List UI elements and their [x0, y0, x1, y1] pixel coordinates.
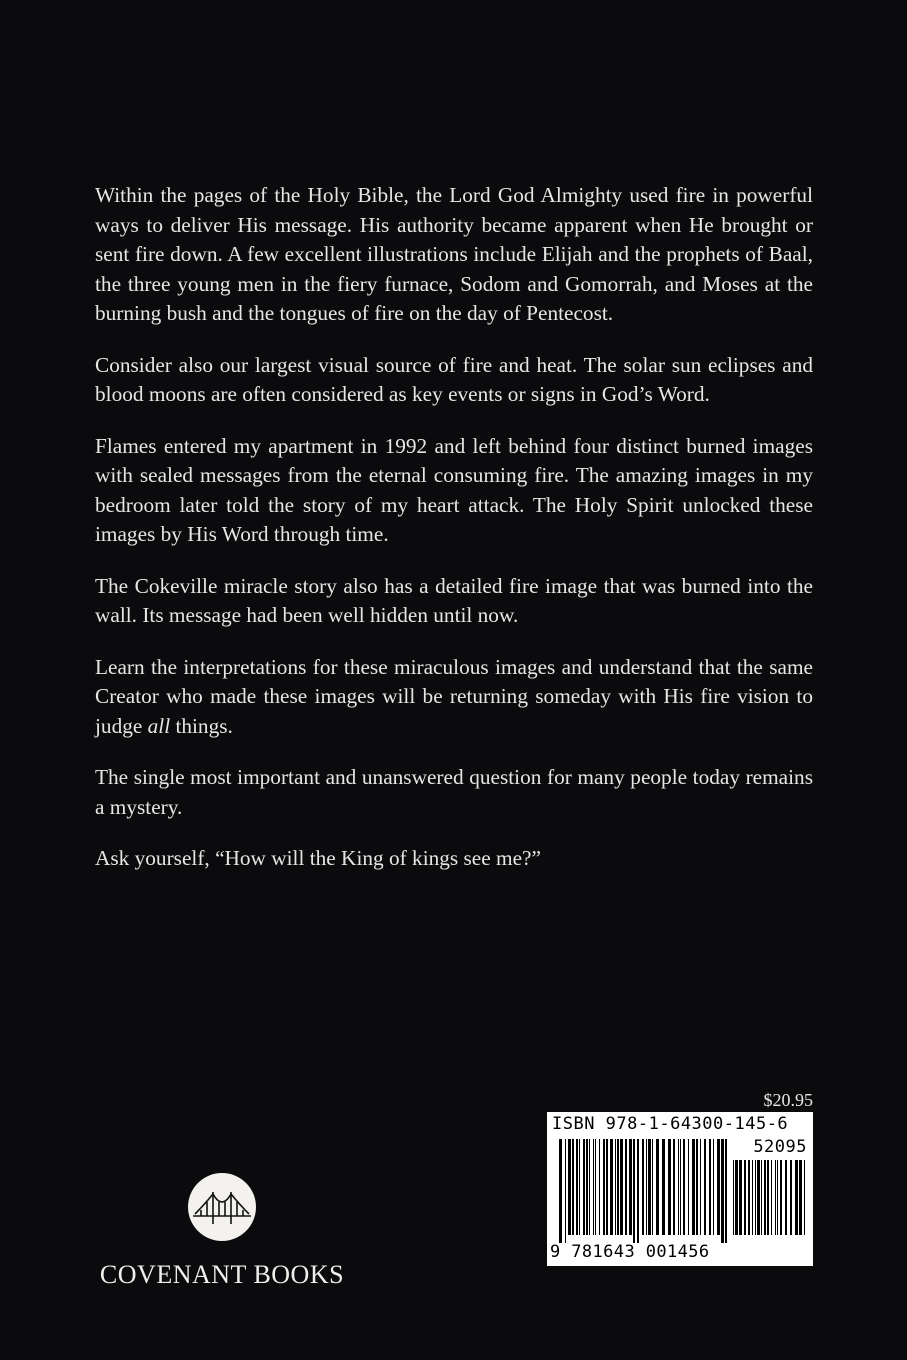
barcode-bar	[752, 1160, 753, 1235]
barcode-bar	[683, 1139, 685, 1235]
blurb-p5-emphasis: all	[147, 713, 171, 738]
blurb-p5-text-b: things.	[170, 713, 233, 738]
barcode-bar	[648, 1139, 651, 1235]
barcode-bar	[565, 1139, 566, 1243]
barcode-bar	[668, 1139, 671, 1235]
barcode-bar	[757, 1160, 760, 1235]
blurb-paragraph-2: Consider also our largest visual source of fire and heat. The solar sun eclipses and blood moons are often considered as key events or signs in God’s Word.	[95, 352, 813, 406]
barcode-bar	[620, 1139, 623, 1235]
blurb-paragraph-7: Ask yourself, “How will the King of kings see me?”	[95, 846, 541, 870]
barcode-bar	[633, 1139, 635, 1243]
barcode-bar	[589, 1139, 590, 1235]
barcode-bar	[696, 1139, 698, 1235]
barcode-bar	[625, 1139, 627, 1235]
barcode-bar	[748, 1160, 750, 1235]
barcode-bar	[739, 1160, 742, 1235]
barcode-bar	[680, 1139, 681, 1235]
barcode-bar	[652, 1139, 653, 1235]
barcode-bar	[617, 1139, 619, 1235]
barcode-bar	[673, 1139, 675, 1235]
barcode-bar	[795, 1160, 798, 1235]
barcode-bar	[662, 1139, 665, 1235]
barcode-bar	[576, 1139, 578, 1235]
barcode-bar	[799, 1160, 802, 1235]
barcode-bar	[790, 1160, 792, 1235]
blurb-paragraph-3: Flames entered my apartment in 1992 and left behind four distinct burned images with sealed messages from the eternal consuming fire. The amazing images in my bedroom later told the story of my heart attack. The Holy Spirit unlocked these images by His Word through time.	[95, 433, 813, 546]
price-label: $20.95	[763, 1090, 813, 1110]
barcode-bar	[721, 1139, 724, 1243]
barcode-bar	[761, 1160, 762, 1235]
blurb-paragraph-1: Within the pages of the Holy Bible, the Lord God Almighty used fire in powerful ways to deliver His message. His authority became apparent when He brought or sent fire down. A few excellent illustrations include Elijah and the prophets of Baal, the three young men in the fiery furnace, Sodom and Gomorrah, and Moses at the burning bush and the tongues of fire on the day of Pentecost.	[95, 183, 813, 325]
barcode-bar	[725, 1139, 727, 1243]
barcode-bar	[593, 1139, 594, 1235]
barcode-bar	[572, 1139, 574, 1235]
publisher-name: COVENANT BOOKS	[99, 1260, 345, 1289]
barcode-bar	[610, 1139, 613, 1235]
barcode-bar	[678, 1139, 679, 1235]
barcode-bar	[700, 1139, 701, 1235]
barcode-bar	[713, 1139, 714, 1235]
back-cover-blurb	[95, 181, 813, 896]
barcode-bar	[744, 1160, 746, 1235]
barcode-bar	[692, 1139, 695, 1235]
barcode-bar	[637, 1139, 639, 1243]
barcode-bar	[629, 1139, 632, 1235]
barcode-bar	[709, 1139, 711, 1235]
barcode-bar	[733, 1160, 734, 1235]
barcode-bar	[559, 1139, 562, 1243]
barcode-bar	[595, 1139, 596, 1235]
barcode-digits: 9 781643 001456	[550, 1242, 710, 1262]
addon-barcode-bars	[733, 1160, 807, 1243]
isbn-label: ISBN 978-1-64300-145-6	[552, 1114, 789, 1134]
barcode-bar	[785, 1160, 787, 1235]
barcode-bar	[735, 1160, 738, 1235]
barcode-bar	[646, 1139, 647, 1235]
barcode-bar	[579, 1139, 580, 1235]
barcode-bar	[780, 1160, 782, 1235]
ean-barcode-bars	[559, 1139, 727, 1243]
barcode-bar	[804, 1160, 805, 1235]
blurb-paragraph-5	[95, 653, 813, 742]
blurb-p5-text-a: Learn the interpretations for these miraculous images and understand that the same Creator who made these images will be returning someday with His fire vision to judge	[95, 654, 813, 738]
barcode-bar	[717, 1139, 720, 1235]
barcode-bar	[764, 1160, 766, 1235]
price-code: 52095	[753, 1137, 807, 1157]
barcode-bar	[767, 1160, 769, 1235]
barcode-bar	[606, 1139, 608, 1235]
barcode-bar	[771, 1160, 772, 1235]
barcode-bar	[777, 1160, 778, 1235]
blurb-paragraph-4: The Cokeville miracle story also has a detailed fire image that was burned into the wall. Its message had been well hidden until now.	[95, 573, 813, 627]
isbn-barcode	[547, 1112, 813, 1266]
publisher-block	[93, 1172, 351, 1290]
barcode-bar	[688, 1139, 689, 1235]
barcode-bar	[775, 1160, 776, 1235]
barcode-bar	[656, 1139, 659, 1235]
barcode-bar	[599, 1139, 600, 1235]
barcode-bar	[568, 1139, 571, 1235]
barcode-bar	[586, 1139, 588, 1235]
barcode-bar	[642, 1139, 644, 1235]
barcode-bar	[704, 1139, 706, 1235]
barcode-bar	[583, 1139, 585, 1235]
barcode-bar	[755, 1160, 756, 1235]
barcode-bar	[615, 1139, 616, 1235]
blurb-paragraph-6: The single most important and unanswered question for many people today remains a mystery.	[95, 765, 813, 819]
barcode-bar	[603, 1139, 605, 1235]
bridge-logo-icon	[187, 1172, 257, 1242]
